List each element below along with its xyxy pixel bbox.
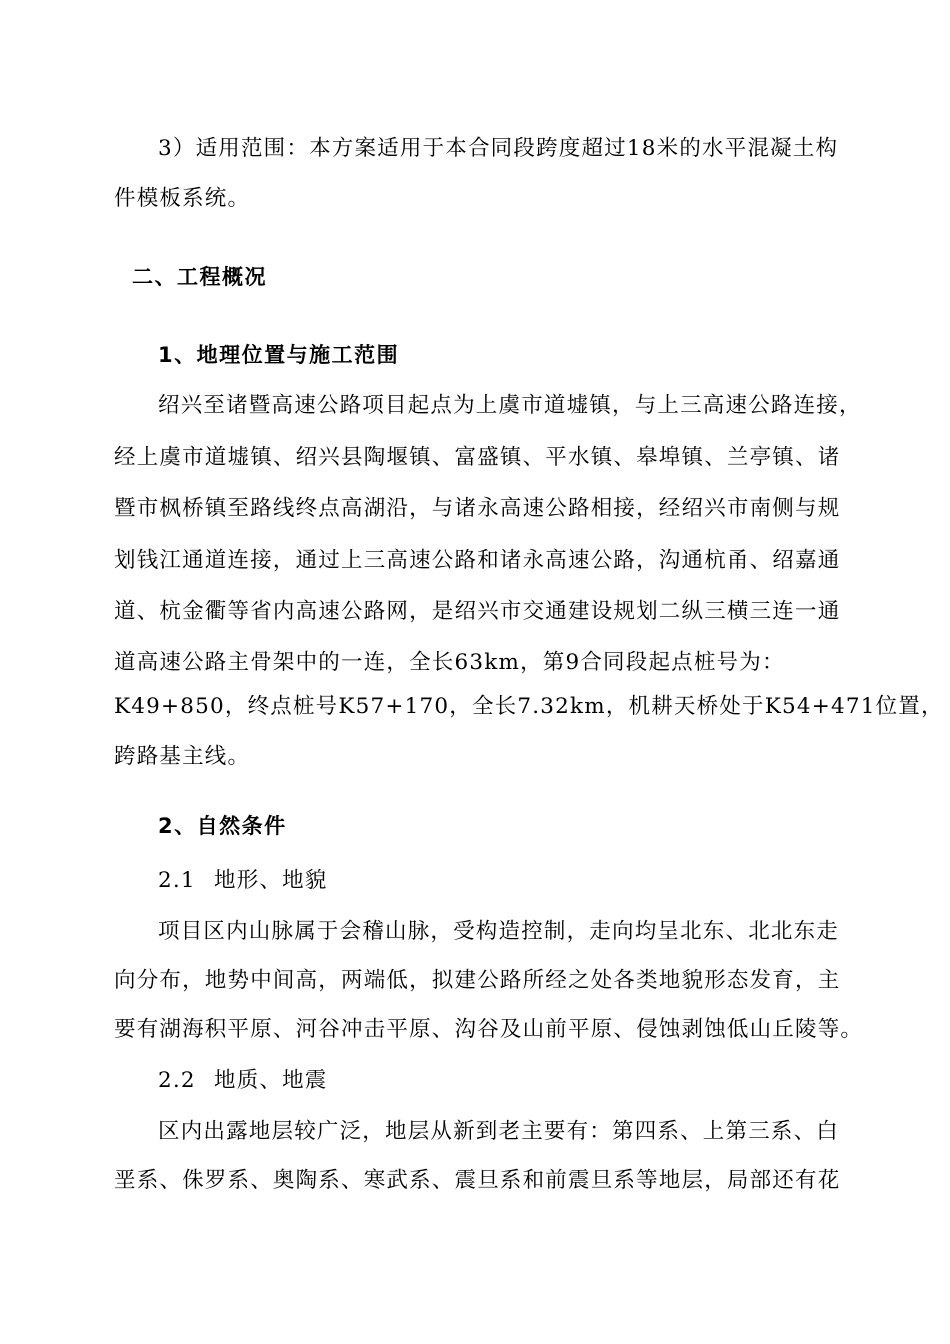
subsection-2-2-title: 地质、地震	[214, 1068, 328, 1093]
subsection-2-1-heading	[158, 866, 328, 896]
subsection-2-1-number: 2.1	[158, 868, 196, 893]
scope-paragraph-line-2: 件模板系统。	[114, 186, 251, 211]
subsection-2-2-heading	[158, 1066, 328, 1096]
subsection-2-2-line-1: 区内出露地层较广泛，地层从新到老主要有：第四系、上第三系、白	[158, 1119, 840, 1144]
section-1-line-7: K49+850，终点桩号K57+170，全长7.32km，机耕天桥处于K54+471位置，	[114, 694, 944, 719]
section-1-line-8: 跨路基主线。	[114, 744, 251, 769]
subsection-2-1-title: 地形、地貌	[214, 868, 328, 893]
subsection-2-1-line-2: 向分布，地势中间高，两端低，拟建公路所经之处各类地貌形态发育，主	[114, 968, 841, 993]
chapter-heading: 二、工程概况	[132, 265, 267, 289]
subsection-2-1-line-1: 项目区内山脉属于会稽山脉，受构造控制，走向均呈北东、北北东走	[158, 919, 840, 944]
section-1-line-1: 绍兴至诸暨高速公路项目起点为上虞市道墟镇，与上三高速公路连接，	[158, 393, 862, 418]
section-1-line-3: 暨市枫桥镇至路线终点高湖沿，与诸永高速公路相接，经绍兴市南侧与规	[114, 496, 841, 521]
section-1-line-6: 道高速公路主骨架中的一连，全长63km，第9合同段起点桩号为：	[114, 650, 785, 675]
section-2-heading: 2、自然条件	[158, 814, 287, 838]
scope-paragraph-line-1: 3）适用范围：本方案适用于本合同段跨度超过18米的水平混凝土构	[158, 136, 839, 161]
section-1-line-2: 经上虞市道墟镇、绍兴县陶堰镇、富盛镇、平水镇、皋埠镇、兰亭镇、诸	[114, 445, 841, 470]
section-1-line-5: 道、杭金衢等省内高速公路网，是绍兴市交通建设规划二纵三横三连一通	[114, 599, 841, 624]
subsection-2-2-number: 2.2	[158, 1068, 196, 1093]
subsection-2-1-line-3: 要有湖海积平原、河谷冲击平原、沟谷及山前平原、侵蚀剥蚀低山丘陵等。	[114, 1017, 864, 1042]
section-1-heading: 1、地理位置与施工范围	[158, 343, 400, 367]
section-1-line-4: 划钱江通道连接，通过上三高速公路和诸永高速公路，沟通杭甬、绍嘉通	[114, 548, 841, 573]
subsection-2-2-line-2: 垩系、侏罗系、奥陶系、寒武系、震旦系和前震旦系等地层，局部还有花	[114, 1168, 841, 1193]
